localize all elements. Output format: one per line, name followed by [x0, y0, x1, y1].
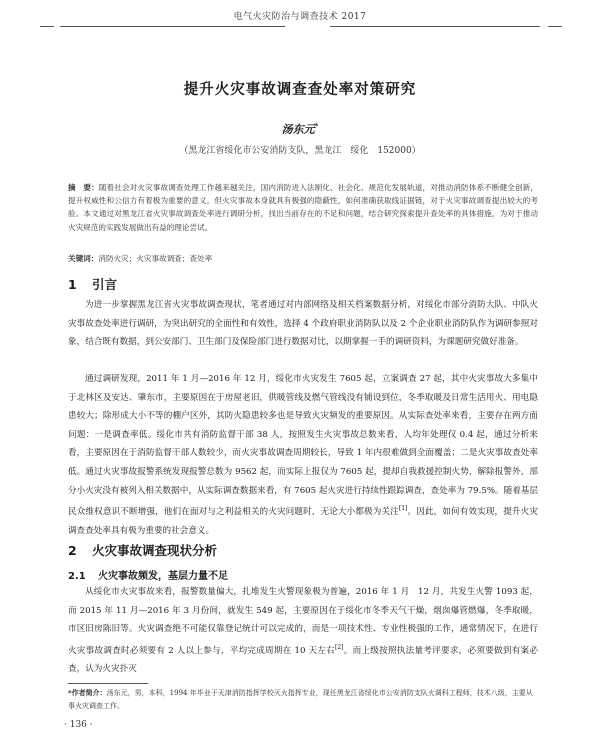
section-heading	[68, 541, 217, 559]
footnote-rule	[68, 683, 148, 684]
footnote-text: 汤东元，男，本科，1994 年毕业于天津消防指挥学校灭火指挥专业，现任黑龙江省绥化市公安消防支队火调科工程师，技术八级，主要从事火灾调查工作。	[68, 689, 533, 710]
abstract-text: 随着社会对火灾事故调查处理工作越来越关注，国内消防进入法制化、社会化、规范化发展轨道，对推动消防体系不断健全创新，提升权威性和公信力有着极为重要的意义。但火灾事故本身就具有极强的隐蔽性，如何准确获取线证据链，对于火灾事故调查提出较大的考验。本文通过对黑龙江省火灾事故调查处率进行调研分析，找出当前存在的不足和问题，结合研究探索提升查处率的具体措施，为对于推动火灾规范的实践发展做出有益的理论尝试。	[68, 183, 538, 232]
page-number: · 136 ·	[64, 720, 93, 730]
abstract-label: 摘 要：	[68, 183, 99, 192]
author-affiliation: （黑龙江省绥化市公安消防支队，黑龙江 绥化 152000）	[179, 146, 421, 156]
header-rule-dash	[548, 26, 562, 27]
section-heading	[68, 275, 117, 293]
subsection-title: 火灾事故频发，基层力量不足	[98, 571, 228, 582]
keywords-text: 消防火灾；火灾事故调查；查处率	[98, 254, 213, 263]
paragraph-text: 。因此，如何有效实现，提升火灾调查查处率具有极为重要的社会意义。	[68, 507, 538, 536]
paragraph-text: 从绥化市火灾事故来看，报警数量偏大，扎堆发生火警现象极为普遍，2016 年 1 月 12 月，共发生火警 1093 起，而 2015 年 11 月—2016 年 3 月份间，就发生 549 起，主要原因在于绥化市冬季天气干燥，烟囱爆管燃爆，冬季取暖，市区旧房陈旧等。火灾调查绝不可能仅靠登记统计可以完成的，而是一项技术性、专业性极强的工作，通常情况下，在进行火灾事故调查时必须要有 2 人以上参与，平均完成周期在 10 天左右	[68, 587, 538, 656]
section-number: 1	[68, 277, 77, 292]
paragraph-text: 。而上级按照执法量考评要求，必须要做到有案必查，认为火灾扑灭	[68, 645, 538, 675]
section-title: 火灾事故调查现状分析	[92, 543, 218, 558]
abstract	[68, 181, 538, 234]
paragraph-text: 通过调研发现，2011 年 1 月—2016 年 12 月，绥化市火灾发生 7605 起，立案调查 27 起，其中火灾事故大多集中于北林区及安达、肇东市，主要原因在于房屋老旧，供暖管线及燃气管线没有铺设到位，冬季取暖及日常生活用火、用电隐患较大；除形成大小不等的棚户区外，其防火隐患较多也是导致火灾频发的重要原因。从实际查处率来看，主要存在两方面问题：一是调查率低。绥化市共有消防监督干部 38 人，按照发生火灾事故总数来看，人均年处理仅 0.4 起，通过分析来看，主要原因在于消防监督干部人数较少，而火灾事故调查周期较长，导致 1 年内很难做到全面覆盖；二是火灾事故查处率低。通过火灾事故报警系统发现报警总数为 9562 起，而实际上报仅为 7605 起，提却自我救援控制火势，解除报警外，部分小火灾没有被列入相关数据中，从实际调查数据来看，有 7605 起火灾进行持续性跟踪调查，查处率为 79.5%。随着基层民众维权意识不断增强，他们在面对与之利益相关的火灾问题时，无论大小都极为关注	[68, 374, 538, 518]
keywords-label: 关键词：	[68, 254, 99, 263]
section-number: 2	[68, 543, 77, 558]
author-name: 汤东元	[281, 123, 315, 136]
header-rule-left	[60, 26, 285, 27]
body-paragraph	[68, 583, 538, 679]
footnote-label: *作者简介：	[68, 689, 107, 697]
subsection-number: 2.1	[68, 571, 86, 582]
header-rule-right	[330, 26, 540, 27]
header-rule-dash	[40, 26, 54, 27]
intro-paragraph: 为进一步掌握黑龙江省火灾事故调查现状，笔者通过对内部网络及相关档案数据分析，对绥化市部分消防大队、中队火灾事故查处率进行调研，为突出研究的全面性和有效性，选择 4 个政府职业消防队以及 2 个企业职业消防队作为调研参照对象，结合既有数据，到公安部门、卫生部门及保险部门进行数据对比，以期掌握一手的调研资料，为课题研究做好准备。	[68, 300, 538, 348]
citation-marker: [1]	[398, 505, 408, 513]
author-footnote	[68, 687, 538, 713]
intro-paragraph	[68, 370, 538, 540]
author-footnote-mark: *	[314, 121, 319, 131]
author-line	[0, 121, 600, 137]
running-head: 电气火灾防治与调查技术 2017	[233, 12, 367, 22]
keywords	[68, 253, 538, 264]
subsection-heading	[68, 567, 228, 582]
paper-title: 提升火灾事故调查查处率对策研究	[183, 82, 417, 98]
citation-marker: [2]	[335, 643, 344, 651]
section-title: 引言	[92, 277, 118, 292]
